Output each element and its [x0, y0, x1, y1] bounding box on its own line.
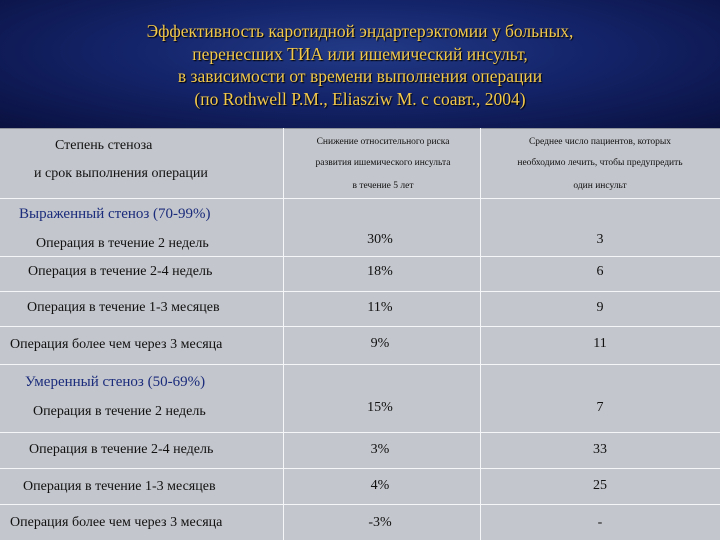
row-label: Операция в течение 2 недель: [36, 236, 209, 251]
row-risk-value: 11%: [367, 300, 393, 315]
row-label: Операция в течение 2 недель: [33, 404, 206, 419]
title-line-4: (по Rothwell P.M., Eliasziw M. с соавт., 2004): [194, 88, 526, 109]
row-divider: [0, 256, 720, 257]
row-divider: [0, 291, 720, 292]
row-risk-value: 4%: [370, 478, 390, 493]
header-timing: и срок выполнения операции: [34, 166, 208, 181]
section-severe-stenosis: Выраженный стеноз (70-99%): [19, 206, 211, 222]
row-label: Операция более чем через 3 месяца: [10, 515, 223, 530]
row-nnt-value: 33: [593, 442, 607, 457]
row-nnt-value: 25: [593, 478, 607, 493]
header-stenosis: Степень стеноза: [55, 138, 153, 153]
title-line-1: Эффективность каротидной эндартерэктомии у больных,: [146, 21, 574, 41]
row-risk-value: 30%: [367, 232, 393, 247]
row-divider: [0, 504, 720, 505]
results-table: [0, 128, 720, 540]
section-moderate-stenosis: Умеренный стеноз (50-69%): [25, 374, 206, 390]
title-banner: [0, 0, 720, 128]
header-nnt-line-2: необходимо лечить, чтобы предупредить: [517, 158, 683, 168]
row-nnt-value: 7: [596, 400, 604, 415]
row-nnt-value: 9: [596, 300, 604, 315]
header-risk-line-2: развития ишемического инсульта: [315, 158, 451, 168]
header-divider: [0, 198, 720, 199]
row-risk-value: 3%: [370, 442, 390, 457]
row-nnt-value: -: [597, 515, 603, 530]
row-nnt-value: 11: [593, 336, 607, 351]
row-label: Операция более чем через 3 месяца: [10, 337, 223, 352]
title-line-2: перенесших ТИА или ишемический инсульт,: [192, 43, 528, 64]
row-label: Операция в течение 2-4 недель: [28, 264, 213, 279]
header-nnt-line-3: один инсульт: [573, 181, 627, 191]
slide-title: [20, 20, 700, 110]
row-label: Операция в течение 1-3 месяцев: [23, 479, 216, 494]
row-risk-value: -3%: [368, 515, 392, 530]
row-nnt-value: 3: [596, 232, 604, 247]
row-divider: [0, 326, 720, 327]
row-label: Операция в течение 2-4 недель: [29, 442, 214, 457]
row-risk-value: 9%: [370, 336, 390, 351]
header-nnt-line-1: Среднее число пациентов, которых: [528, 137, 672, 147]
row-divider: [0, 432, 720, 433]
row-label: Операция в течение 1-3 месяцев: [27, 300, 220, 315]
header-risk-line-1: Снижение относительного риска: [316, 137, 450, 147]
row-risk-value: 18%: [367, 264, 393, 279]
header-risk-line-3: в течение 5 лет: [352, 181, 414, 191]
row-divider: [0, 364, 720, 365]
row-risk-value: 15%: [367, 400, 393, 415]
title-line-3: в зависимости от времени выполнения операции: [177, 66, 543, 86]
row-divider: [0, 468, 720, 469]
row-nnt-value: 6: [596, 264, 604, 279]
table-top-rule: [0, 128, 720, 129]
